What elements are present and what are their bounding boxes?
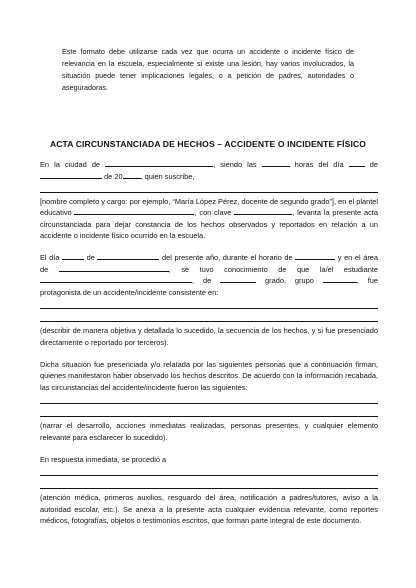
group-field[interactable]	[323, 275, 357, 283]
text-segment: del presente año, durante el horario de	[162, 253, 293, 263]
text-segment: de	[369, 160, 378, 169]
text-segment: El día	[40, 253, 60, 263]
circumstances-line-2[interactable]	[40, 407, 378, 418]
text-segment: , fue protagonista de un accidente/incidente consistente en:	[40, 276, 378, 297]
text-segment: horas del día	[294, 160, 344, 169]
grade-field[interactable]	[220, 275, 256, 283]
text-segment: Dicha situación fue presenciada y/o relatada por las siguientes personas que a continuación firman, quienes manifestaron haber observado los hechos descritos. De acuerdo con la información recabada, las circunstancias del accidente/incidente fueron las siguientes:	[40, 359, 378, 392]
document-body	[40, 159, 378, 537]
schedule-field[interactable]	[295, 252, 335, 260]
text-segment: , se tuvo conocimiento de que la/el estudiante	[168, 264, 378, 274]
circumstances-note: (narrar el desarrollo, acciones inmediatas realizadas, personas presentes, y cualquier elemento relevante para esclarecer lo sucedido).	[40, 421, 378, 442]
text-segment: En respuesta inmediata, se procedió a	[40, 454, 167, 464]
year-field[interactable]	[123, 171, 141, 179]
month-field[interactable]	[40, 171, 102, 179]
incident-note: (describir de manera objetiva y detallada lo sucedido, la secuencia de los hechos, y si fue presenciado directamente o reportado por terceros).	[40, 326, 378, 348]
school-code-field[interactable]	[234, 207, 292, 215]
text-segment: , siendo las	[213, 160, 257, 169]
paragraph-response	[40, 454, 378, 527]
student-name-field[interactable]	[40, 275, 192, 283]
response-note: (atención médica, primeros auxilios, resguardo del área, notificación a padres/tutores, aviso a la autoridad escolar, etc.). Se anexa a la presente acta cualquier evidencia relevante, como reportes médicos, fotografías, objetos o testimonios escritos, que forman parte integral de este documento.	[40, 493, 378, 526]
area-field[interactable]	[59, 264, 169, 272]
text-segment: grado, grupo	[265, 276, 314, 286]
city-field[interactable]	[105, 159, 213, 167]
text-segment: , de	[192, 276, 212, 286]
incident-day-field[interactable]	[62, 252, 84, 260]
text-segment: de	[86, 253, 95, 263]
hour-field[interactable]	[262, 159, 290, 167]
text-segment: , levanta la presente acta circunstanciada para dejar constancia de los hechos observados y reportados en relación a un accidente o incidente físico ocurrido en la escuela.	[40, 208, 378, 241]
school-field[interactable]	[74, 207, 194, 215]
incident-description-line-2[interactable]	[40, 312, 378, 323]
incident-month-field[interactable]	[97, 252, 159, 260]
circumstances-line-1[interactable]	[40, 393, 378, 404]
paragraph-opening	[40, 159, 378, 242]
response-line-1[interactable]	[40, 465, 378, 476]
intro-paragraph: Este formato debe utilizarse cada vez que ocurra un accidente o incidente físico de relevancia en la escuela, especialmente si existe una lesión, hay varios involucrados, la situación puede tener implicaciones legales, o a petición de padres, autoridades o aseguradoras.	[62, 47, 354, 92]
text-segment: , quien suscribe,	[140, 171, 195, 181]
response-line-2[interactable]	[40, 479, 378, 490]
day-field[interactable]	[349, 159, 365, 167]
document-title: ACTA CIRCUNSTANCIADA DE HECHOS – ACCIDENTE O INCIDENTE FÍSICO	[49, 139, 367, 149]
paragraph-incident	[40, 252, 378, 349]
text-segment: y en el área de	[40, 253, 379, 274]
text-segment: [nombre completo y cargo: por ejemplo, “María López Pérez, docente de segundo grado”], en el plantel educativo	[40, 196, 378, 218]
paragraph-witnesses	[40, 359, 378, 444]
text-segment: , con clave	[194, 208, 232, 218]
text-segment: de 20	[104, 171, 123, 181]
text-segment: En la ciudad de	[40, 160, 101, 169]
name-field[interactable]	[40, 182, 378, 193]
incident-description-line-1[interactable]	[40, 298, 378, 309]
